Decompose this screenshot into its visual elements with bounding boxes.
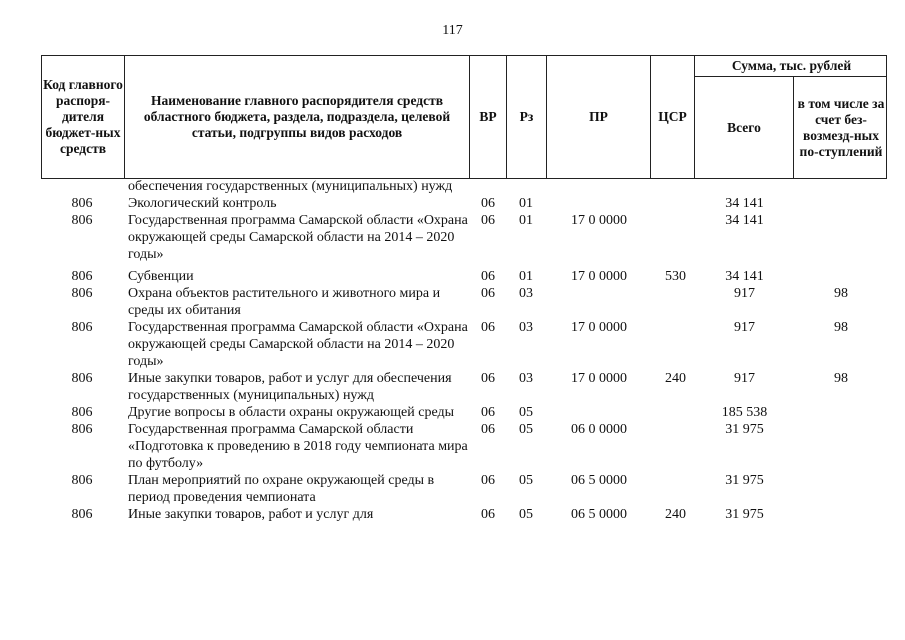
row-vr: 240 [665, 371, 686, 386]
row-pr: 01 [519, 196, 533, 211]
row-rz: 06 [481, 320, 495, 335]
row-csr: 17 0 0000 [571, 269, 627, 284]
row-name: Экологический контроль [128, 196, 277, 211]
row-name: Иные закупки товаров, работ и услуг для обеспечения государственных (муниципальных) нужд [128, 371, 452, 403]
row-pr: 03 [519, 371, 533, 386]
header-csr: ЦСР [658, 109, 687, 124]
row-total: 34 141 [725, 269, 764, 284]
row-total: 31 975 [725, 422, 764, 437]
row-code: 806 [71, 320, 93, 335]
row-rz: 06 [481, 196, 495, 211]
row-vr: 530 [665, 269, 686, 284]
row-rz: 06 [481, 213, 495, 228]
row-vr: 240 [665, 507, 686, 522]
row-name: Государственная программа Самарской области «Подготовка к проведению в 2018 году чемпионата мира по футболу» [128, 422, 468, 471]
row-code: 806 [71, 213, 93, 228]
row-total: 917 [734, 371, 755, 386]
page-number: 117 [442, 23, 463, 38]
row-code: 806 [71, 507, 93, 522]
row-csr: 17 0 0000 [571, 213, 627, 228]
row-csr: 06 5 0000 [571, 507, 627, 522]
row-name: Другие вопросы в области охраны окружающей среды [128, 405, 454, 420]
table-row [41, 195, 887, 212]
table-row [41, 178, 887, 195]
table-body [41, 178, 887, 523]
row-code: 806 [71, 473, 93, 488]
row-free: 98 [834, 371, 848, 386]
table-row [41, 370, 887, 404]
header-pr: ПР [589, 109, 608, 124]
header-total: Всего [727, 119, 761, 135]
row-rz: 06 [481, 269, 495, 284]
table-row [41, 404, 887, 421]
row-pr: 03 [519, 320, 533, 335]
row-rz: 06 [481, 507, 495, 522]
row-rz: 06 [481, 286, 495, 301]
header-free: в том числе за счет без-возмезд-ных по-ступлений [797, 95, 885, 159]
header-rz: Рз [519, 109, 534, 124]
row-code: 806 [71, 371, 93, 386]
row-csr: 17 0 0000 [571, 320, 627, 335]
row-total: 917 [734, 286, 755, 301]
table-row [41, 506, 887, 523]
row-pr: 05 [519, 473, 533, 488]
row-name: Субвенции [128, 269, 194, 284]
table-row [41, 319, 887, 370]
table-row [41, 285, 887, 319]
row-pr: 03 [519, 286, 533, 301]
row-code: 806 [71, 269, 93, 284]
row-name: План мероприятий по охране окружающей среды в период проведения чемпионата [128, 473, 435, 505]
table-header [41, 55, 887, 179]
row-csr: 06 0 0000 [571, 422, 627, 437]
row-total: 34 141 [725, 213, 764, 228]
row-name: Государственная программа Самарской области «Охрана окружающей среды Самарской области на 2014 – 2020 годы» [128, 320, 468, 369]
row-total: 185 538 [721, 405, 768, 420]
row-pr: 05 [519, 507, 533, 522]
row-code: 806 [71, 286, 93, 301]
header-code: Код главного распоря-дителя бюджет-ных средств [43, 77, 123, 156]
row-csr: 17 0 0000 [571, 371, 627, 386]
table-row [41, 472, 887, 506]
row-name: Иные закупки товаров, работ и услуг для [128, 507, 374, 522]
row-total: 31 975 [725, 473, 764, 488]
row-total: 917 [734, 320, 755, 335]
table-row [41, 268, 887, 285]
row-code: 806 [71, 422, 93, 437]
row-pr: 05 [519, 405, 533, 420]
row-code: 806 [71, 405, 93, 420]
header-sum: Сумма, тыс. рублей [731, 58, 852, 73]
row-free: 98 [834, 320, 848, 335]
row-pr: 01 [519, 213, 533, 228]
table-row [41, 212, 887, 263]
row-total: 34 141 [725, 196, 764, 211]
row-code: 806 [71, 196, 93, 211]
table-row [41, 421, 887, 472]
row-total: 31 975 [725, 507, 764, 522]
row-rz: 06 [481, 422, 495, 437]
row-rz: 06 [481, 405, 495, 420]
row-csr: 06 5 0000 [571, 473, 627, 488]
row-pr: 05 [519, 422, 533, 437]
row-name: Государственная программа Самарской области «Охрана окружающей среды Самарской области на 2014 – 2020 годы» [128, 213, 468, 262]
row-free: 98 [834, 286, 848, 301]
row-rz: 06 [481, 371, 495, 386]
row-pr: 01 [519, 269, 533, 284]
header-vr: ВР [479, 109, 497, 124]
row-name: Охрана объектов растительного и животного мира и среды их обитания [128, 286, 441, 318]
row-rz: 06 [481, 473, 495, 488]
header-name: Наименование главного распорядителя средств областного бюджета, раздела, подраздела, целевой статьи, подгруппы видов расходов [143, 93, 451, 140]
row-name: обеспечения государственных (муниципальных) нужд [128, 179, 453, 194]
